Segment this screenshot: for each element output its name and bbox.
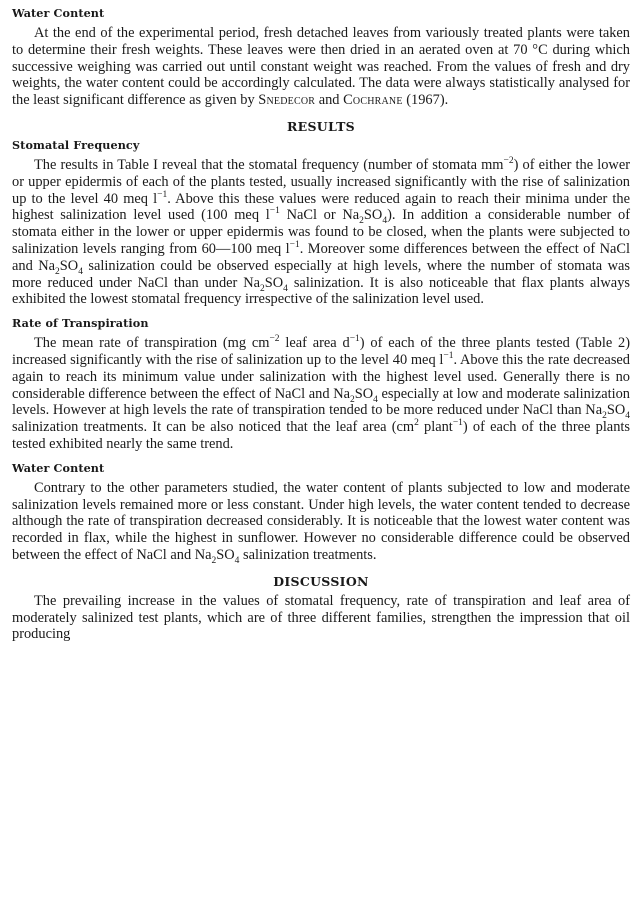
text-run: ) of each of the three plants tested exhibited nearly the same trend.: [12, 419, 630, 452]
section-rate-of-transpiration: [12, 316, 630, 453]
section-title-results: RESULTS: [286, 118, 356, 134]
text-run: SO: [606, 402, 626, 419]
subscript: 2: [260, 283, 265, 294]
text-run: The results in Table I reveal that the stomatal frequency (number of stomata mm: [34, 156, 504, 173]
text-run: SO: [59, 257, 79, 274]
text-run: SO: [354, 385, 374, 402]
text-run: NaCl or Na: [279, 207, 360, 224]
paragraph-water-content-results: [12, 480, 630, 564]
superscript: −1: [157, 189, 168, 200]
text-run: Contrary to the other parameters studied, the water content of plants subjected to low and moderate salinization levels remained more or less constant. Under high levels, the water content tended to decrease although the rate of transpiration decreased considerably. It is noticeable that the lowest water content was recorded in flax, while the highest in sunflower. However no considerable difference could be observed between the effect of NaCl and Na: [12, 479, 630, 563]
text-run: SO: [363, 207, 383, 224]
paragraph-rate-of-transpiration: [12, 335, 630, 453]
subscript: 4: [382, 216, 388, 227]
text-run: salinization could be observed especially at high levels, where the number of stomata was more reduced under NaCl than under Na: [12, 257, 631, 291]
subsection-heading: Water Content: [12, 6, 105, 20]
text-run: salinization treatments.: [239, 546, 377, 563]
paragraph-stomatal-frequency: [12, 157, 630, 308]
subscript: 4: [373, 394, 378, 405]
section-water-content-methods: [12, 6, 630, 109]
superscript: −1: [443, 351, 454, 362]
subscript: 2: [211, 555, 217, 566]
text-run: . Moreover some differences between the effect of NaCl and Na: [12, 240, 630, 274]
superscript: −1: [289, 240, 300, 251]
text-run: salinization. It is also noticeable that flax plants always exhibited the lowest stomatal frequency irrespective of the salinization level used.: [12, 274, 630, 308]
superscript: −2: [269, 334, 280, 345]
superscript: −1: [452, 418, 463, 429]
superscript: 2: [414, 418, 419, 429]
subsection-heading: Rate of Transpiration: [12, 316, 149, 331]
subscript: 4: [234, 555, 240, 566]
citation-author: Cochrane: [343, 92, 403, 109]
subscript: 2: [55, 266, 60, 277]
text-run: plant: [418, 419, 453, 436]
text-run: SO: [216, 546, 235, 563]
superscript: −1: [349, 334, 360, 345]
text-run: salinization treatments. It can be also noticed that the leaf area (cm: [12, 419, 415, 436]
paragraph-water-content-methods: [12, 25, 630, 109]
superscript: −1: [269, 206, 280, 217]
citation-year: (1967).: [402, 92, 449, 109]
text-run: and: [315, 92, 344, 109]
text-run: ) of each of the three plants tested (Table 2) increased significantly with the rise of salinization up to the level 40 meq l: [12, 335, 630, 368]
section-title-discussion: DISCUSSION: [273, 573, 369, 589]
subscript: 4: [625, 411, 630, 422]
text-run: leaf area d: [279, 335, 350, 352]
subscript: 2: [349, 394, 355, 405]
subscript: 2: [602, 411, 607, 422]
text-run: especially at low and moderate salinization levels. However at high levels the rate of transpiration tended to be more reduced under NaCl than Na: [12, 385, 631, 419]
superscript: −2: [503, 156, 514, 167]
text-run: At the end of the experimental period, fresh detached leaves from variously treated plants were taken to determine their fresh weights. These leaves were then dried in an aerated oven at 70 °C during which successive weighing was carried out until constant weight was reached. From the values of fresh and dry weights, the water content could be accordingly calculated. The data were always statistically analysed for the least significant difference as given by: [12, 25, 630, 109]
text-run: SO: [264, 274, 284, 291]
subsection-heading: Stomatal Frequency: [12, 137, 140, 152]
citation-author: Snedecor: [258, 92, 316, 109]
paragraph-discussion: The prevailing increase in the values of stomatal frequency, rate of transpiration and leaf area of moderately salinized test plants, which are of three different families, strengthen the impression that oil producing: [12, 592, 630, 643]
subscript: 2: [359, 216, 364, 227]
subscript: 4: [283, 283, 288, 294]
section-water-content-results: [12, 461, 630, 564]
subsection-heading: Water Content: [12, 460, 105, 475]
text-run: The mean rate of transpiration (mg cm: [34, 335, 270, 352]
section-stomatal-frequency: [12, 138, 630, 308]
text-run: ). In addition a considerable number of stomata either in the lower or upper epidermis was found to be closed, when the plants were subjected to salinization levels ranging from 60—100 meq l: [12, 207, 631, 257]
text-run: . Above this the rate decreased again to reach its minimum value under salinization with the highest level used. Generally there is no considerable difference between the effect of NaCl and Na: [12, 351, 630, 402]
text-run: . Above this these values were reduced again to reach their minima under the highest salinization level used (100 meq l: [12, 190, 630, 224]
subscript: 4: [78, 266, 83, 277]
text-run: ) of either the lower or upper epidermis of each of the plants tested, usually increased significantly with the rise of salinization up to the level 40 meq l: [12, 156, 631, 207]
